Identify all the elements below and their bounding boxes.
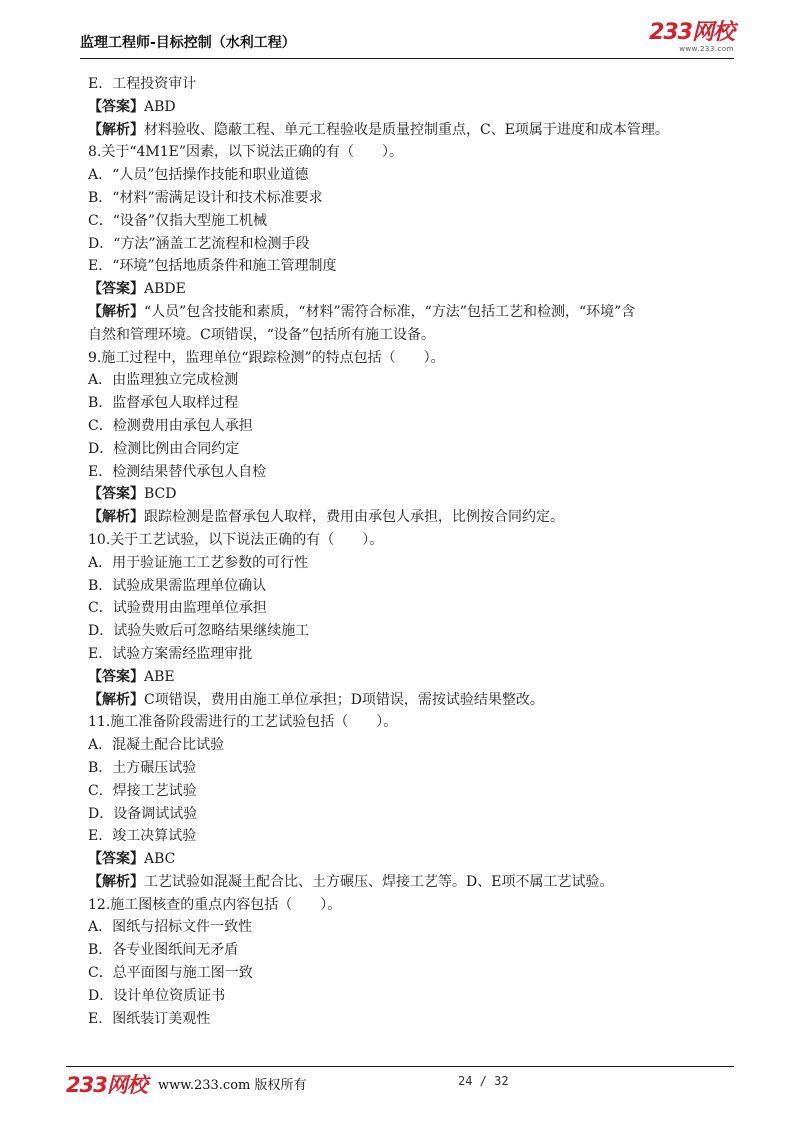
answer-option xyxy=(88,985,738,1008)
answer-line xyxy=(88,666,738,689)
line-text: C．检测费用由承包人承担 xyxy=(88,417,253,434)
line-label: 【解析】 xyxy=(88,121,144,138)
answer-option xyxy=(88,620,738,643)
line-text: E．竣工决算试验 xyxy=(88,828,197,845)
question-stem xyxy=(88,347,738,370)
line-text: C项错误，费用由施工单位承担；D项错误，需按试验结果整改。 xyxy=(144,691,544,708)
answer-line xyxy=(88,278,738,301)
answer-option xyxy=(88,734,738,757)
line-text: D．检测比例由合同约定 xyxy=(88,440,240,457)
line-text: C．“设备”仅指大型施工机械 xyxy=(88,212,268,229)
line-label: 【解析】 xyxy=(88,303,144,320)
answer-option xyxy=(88,210,738,233)
line-text: C．焊接工艺试验 xyxy=(88,782,197,799)
line-text: E．试验方案需经监理审批 xyxy=(88,645,253,662)
line-text: ABE xyxy=(144,668,175,685)
line-text: 自然和管理环境。C项错误，“设备”包括所有施工设备。 xyxy=(88,326,436,343)
line-label: 【答案】 xyxy=(88,668,144,685)
line-text: E．图纸装订美观性 xyxy=(88,1010,211,1027)
question-stem xyxy=(88,141,738,164)
line-text: E．“环境”包括地质条件和施工管理制度 xyxy=(88,258,337,275)
answer-option xyxy=(88,438,738,461)
answer-option xyxy=(88,461,738,484)
line-text: 跟踪检测是监督承包人取样，费用由承包人承担，比例按合同约定。 xyxy=(144,509,564,526)
line-label: 【解析】 xyxy=(88,691,144,708)
line-text: D．试验失败后可忽略结果继续施工 xyxy=(88,623,310,640)
line-label: 【解析】 xyxy=(88,873,144,890)
line-text: B．土方碾压试验 xyxy=(88,759,197,776)
line-text: 11.施工准备阶段需进行的工艺试验包括（ ）。 xyxy=(88,714,398,731)
line-text: 10.关于工艺试验，以下说法正确的有（ ）。 xyxy=(88,531,384,548)
line-text: 工艺试验如混凝土配合比、土方碾压、焊接工艺等。D、E项不属工艺试验。 xyxy=(144,873,614,890)
answer-option xyxy=(88,939,738,962)
line-text: ABDE xyxy=(144,281,186,298)
page-header xyxy=(80,22,734,59)
answer-option xyxy=(88,187,738,210)
answer-option xyxy=(88,643,738,666)
answer-line xyxy=(88,483,738,506)
line-text: E．检测结果替代承包人自检 xyxy=(88,463,267,480)
document-body xyxy=(88,73,738,1030)
line-label: 【答案】 xyxy=(88,851,144,868)
line-text: B．试验成果需监理单位确认 xyxy=(88,577,267,594)
line-text: C．试验费用由监理单位承担 xyxy=(88,600,267,617)
line-text: 9.施工过程中，监理单位“跟踪检测”的特点包括（ ）。 xyxy=(88,349,445,366)
line-text: A．混凝土配合比试验 xyxy=(88,737,225,754)
answer-option xyxy=(88,825,738,848)
line-text: D．设计单位资质证书 xyxy=(88,987,226,1004)
answer-option xyxy=(88,757,738,780)
line-text: 12.施工图核查的重点内容包括（ ）。 xyxy=(88,896,342,913)
brand-logo-text: 233网校 xyxy=(649,20,734,45)
answer-option xyxy=(88,392,738,415)
question-stem xyxy=(88,894,738,917)
line-label: 【答案】 xyxy=(88,281,144,298)
explanation-line xyxy=(88,301,738,324)
question-stem xyxy=(88,529,738,552)
line-text: D．设备调试试验 xyxy=(88,805,198,822)
answer-option xyxy=(88,780,738,803)
brand-logo xyxy=(649,22,734,53)
page-footer xyxy=(66,1066,734,1095)
answer-option xyxy=(88,1008,738,1031)
answer-option xyxy=(88,962,738,985)
line-text: B．监督承包人取样过程 xyxy=(88,395,239,412)
line-text: C．总平面图与施工图一致 xyxy=(88,965,253,982)
explanation-line xyxy=(88,689,738,712)
answer-line xyxy=(88,96,738,119)
line-text: A．图纸与招标文件一致性 xyxy=(88,919,253,936)
line-text: 8.关于“4M1E”因素，以下说法正确的有（ ）。 xyxy=(88,144,404,161)
answer-option xyxy=(88,233,738,256)
answer-line xyxy=(88,848,738,871)
line-label: 【答案】 xyxy=(88,486,144,503)
line-label: 【解析】 xyxy=(88,509,144,526)
page-number: 24 / 32 xyxy=(458,1074,509,1088)
line-text: BCD xyxy=(144,486,177,503)
line-text: A．“人员”包括操作技能和职业道德 xyxy=(88,167,309,184)
explanation-line xyxy=(88,119,738,142)
brand-logo-url: www.233.com xyxy=(679,45,734,53)
footer-logo: 233网校 xyxy=(66,1073,147,1097)
answer-option xyxy=(88,369,738,392)
answer-option xyxy=(88,255,738,278)
answer-option xyxy=(88,803,738,826)
line-text: 材料验收、隐蔽工程、单元工程验收是质量控制重点，C、E项属于进度和成本管理。 xyxy=(144,121,669,138)
line-text: B．各专业图纸间无矛盾 xyxy=(88,942,239,959)
explanation-continuation xyxy=(88,324,738,347)
document-title: 监理工程师-目标控制（水利工程） xyxy=(80,35,296,51)
line-label: 【答案】 xyxy=(88,98,144,115)
answer-option xyxy=(88,415,738,438)
line-text: “人员”包含技能和素质，“材料”需符合标准，“方法”包括工艺和检测，“环境”含 xyxy=(144,303,636,320)
answer-option xyxy=(88,916,738,939)
explanation-line xyxy=(88,871,738,894)
answer-option xyxy=(88,164,738,187)
line-text: A．由监理独立完成检测 xyxy=(88,372,239,389)
line-text: B．“材料”需满足设计和技术标准要求 xyxy=(88,189,323,206)
question-stem xyxy=(88,711,738,734)
footer-copyright: www.233.com 版权所有 xyxy=(158,1078,307,1093)
answer-option xyxy=(88,597,738,620)
answer-option xyxy=(88,552,738,575)
line-text: A．用于验证施工工艺参数的可行性 xyxy=(88,554,309,571)
line-text: ABC xyxy=(144,851,176,868)
explanation-line xyxy=(88,506,738,529)
answer-option xyxy=(88,73,738,96)
answer-option xyxy=(88,575,738,598)
line-text: ABD xyxy=(144,98,176,115)
line-text: E．工程投资审计 xyxy=(88,76,197,92)
line-text: D．“方法”涵盖工艺流程和检测手段 xyxy=(88,235,310,252)
